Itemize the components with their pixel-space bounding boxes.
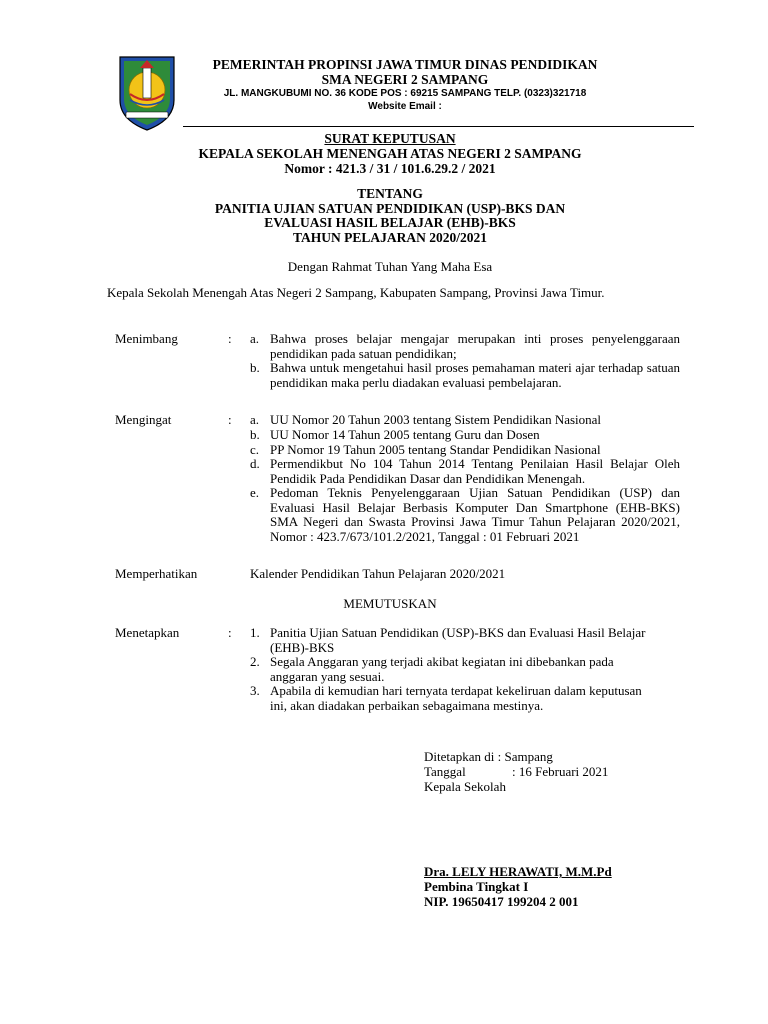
list-item: UU Nomor 20 Tahun 2003 tentang Sistem Pendidikan Nasional (270, 412, 602, 427)
school-website-email: Website Email : (368, 101, 442, 112)
decree-number: Nomor : 421.3 / 31 / 101.6.29.2 / 2021 (284, 161, 496, 176)
list-marker: e. (250, 485, 260, 500)
menimbang-colon: : (228, 331, 232, 346)
decree-title (110, 131, 670, 176)
list-item: Panitia Ujian Satuan Pendidikan (USP)-BKS dan Evaluasi Hasil Belajar (EHB)-BKS (270, 625, 646, 655)
mengingat-label: Mengingat (115, 412, 172, 427)
subject-line-2: EVALUASI HASIL BELAJAR (EHB)-BKS (264, 215, 516, 230)
list-marker: a. (250, 412, 260, 427)
signature-date-label: Tanggal (424, 763, 466, 779)
east-java-emblem-logo (116, 54, 178, 132)
signatory (424, 864, 612, 909)
signature-date-value: : 16 Februari 2021 (512, 763, 609, 779)
memutuskan-heading: MEMUTUSKAN (343, 596, 437, 611)
government-name: PEMERINTAH PROPINSI JAWA TIMUR DINAS PENDIDIKAN (212, 57, 598, 72)
list-marker: c. (250, 442, 260, 457)
signatory-nip: NIP. 19650417 199204 2 001 (424, 894, 579, 909)
signature-place: Ditetapkan di : Sampang (424, 749, 553, 764)
mengingat-colon: : (228, 412, 232, 427)
list-item: UU Nomor 14 Tahun 2005 tentang Guru dan Dosen (270, 427, 540, 442)
intro-paragraph: Kepala Sekolah Menengah Atas Negeri 2 Sampang, Kabupaten Sampang, Provinsi Jawa Timur. (107, 285, 605, 300)
list-item: Pedoman Teknis Penyelenggaraan Ujian Satuan Pendidikan (USP) dan Evaluasi Hasil Belajar Berbasis Komputer Dan Smartphone (EHB-BKS) SMA Negeri dan Swasta Provinsi Jawa Timur Tahun Pelajaran 2020/2021, Nomor : 423.7/673/101.2/2021, Tanggal : 01 Februari 2021 (270, 485, 680, 544)
subject-heading: TENTANG (357, 186, 423, 201)
signatory-name: Dra. LELY HERAWATI, M.M.Pd (424, 864, 612, 879)
letterhead (180, 57, 630, 113)
list-marker: d. (250, 456, 260, 471)
decree-subject (110, 187, 670, 245)
list-marker: b. (250, 427, 260, 442)
list-item: Bahwa untuk mengetahui hasil proses pemahaman materi ajar terhadap satuan pendidikan maka perlu diadakan evaluasi pembelajaran. (270, 360, 680, 390)
signatory-rank: Pembina Tingkat I (424, 879, 529, 894)
signature-place-date (424, 750, 608, 794)
list-marker: 3. (250, 683, 260, 698)
signature-role: Kepala Sekolah (424, 778, 506, 794)
subject-line-3: TAHUN PELAJARAN 2020/2021 (292, 229, 487, 245)
list-item: Apabila di kemudian hari ternyata terdapat kekeliruan dalam keputusan ini, akan diadakan perbaikan sebagaimana mestinya. (270, 683, 642, 713)
memperhatikan-label: Memperhatikan (115, 566, 198, 581)
list-marker: b. (250, 360, 260, 375)
list-marker: a. (250, 331, 260, 346)
signature-date-row (424, 765, 608, 780)
list-item: PP Nomor 19 Tahun 2005 tentang Standar Pendidikan Nasional (270, 442, 601, 457)
decree-heading: SURAT KEPUTUSAN (324, 131, 456, 146)
menetapkan-label: Menetapkan (115, 625, 180, 640)
letterhead-divider (183, 126, 694, 127)
greeting: Dengan Rahmat Tuhan Yang Maha Esa (287, 259, 493, 274)
list-item: Bahwa proses belajar mengajar merupakan inti proses penyelenggaraan pendidikan pada satuan pendidikan; (270, 331, 680, 361)
list-marker: 2. (250, 654, 260, 669)
menetapkan-colon: : (228, 625, 232, 640)
list-marker: 1. (250, 625, 260, 640)
list-item: Permendikbut No 104 Tahun 2014 Tentang Penilaian Hasil Belajar Oleh Pendidik Pada Pendidikan Dasar dan Pendidikan Menengah. (270, 456, 680, 486)
subject-line-1: PANITIA UJIAN SATUAN PENDIDIKAN (USP)-BKS DAN (214, 200, 566, 216)
decree-issuer: KEPALA SEKOLAH MENENGAH ATAS NEGERI 2 SAMPANG (198, 146, 582, 161)
menimbang-label: Menimbang (115, 331, 178, 346)
school-address: JL. MANGKUBUMI NO. 36 KODE POS : 69215 SAMPANG TELP. (0323)321718 (223, 88, 587, 99)
memperhatikan-text: Kalender Pendidikan Tahun Pelajaran 2020/2021 (250, 566, 506, 581)
school-name: SMA NEGERI 2 SAMPANG (321, 72, 489, 87)
list-item: Segala Anggaran yang terjadi akibat kegiatan ini dibebankan pada anggaran yang sesuai. (270, 654, 614, 684)
